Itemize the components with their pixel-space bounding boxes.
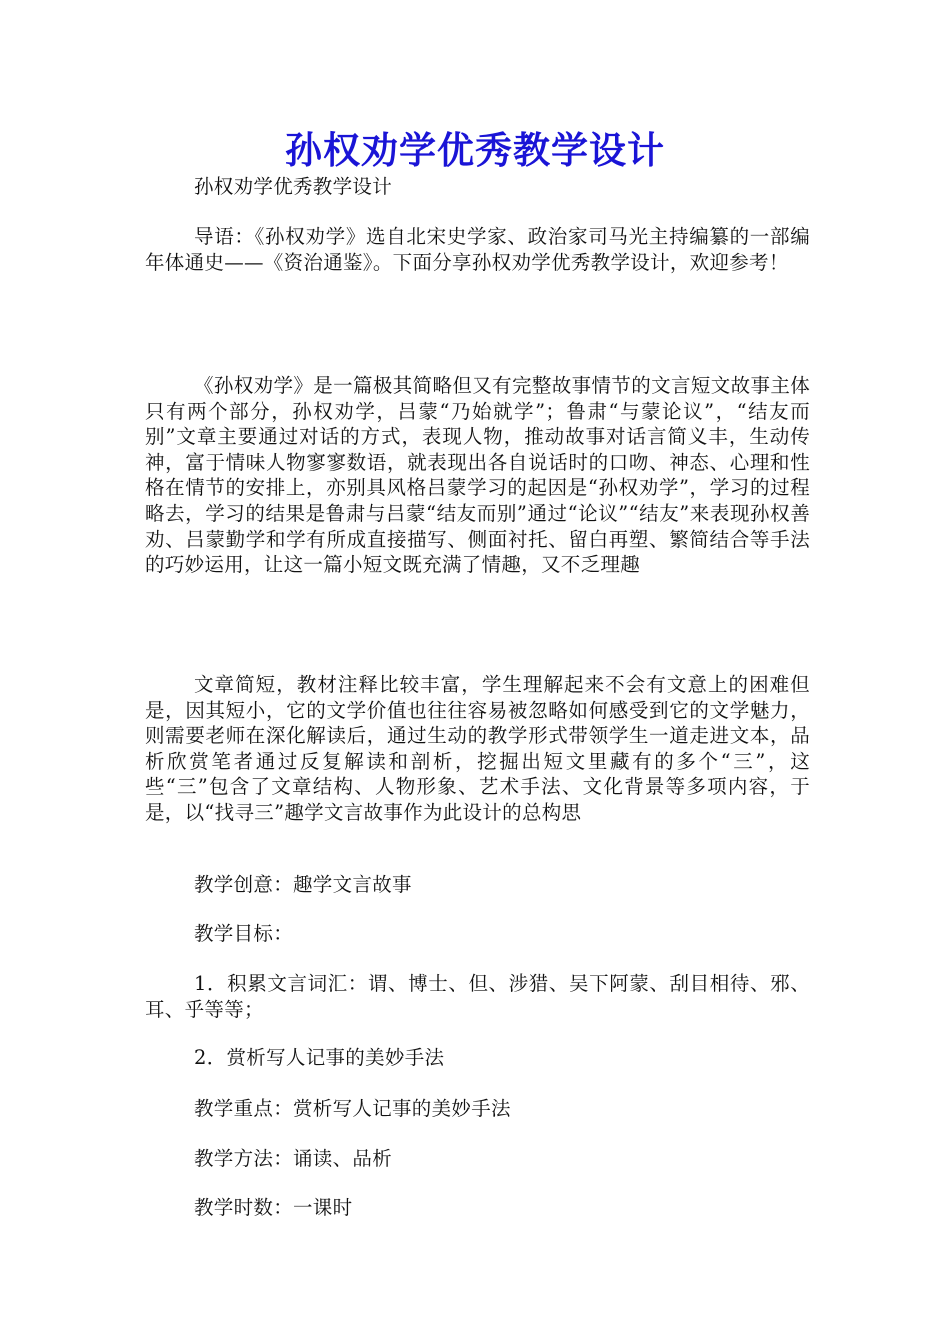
body-paragraph-1: 《孙权劝学》是一篇极其简略但又有完整故事情节的文言短文故事主体只有两个部分，孙权劝学，吕蒙“乃始就学”；鲁肃“与蒙论议”，“结友而别”文章主要通过对话的方式，表现人物，推动故事对话言简义丰，生动传神，富于情味人物寥寥数语，就表现出各自说话时的口吻、神态、心理和性格在情节的安排上，亦别具风格吕蒙学习的起因是“孙权劝学”，学习的过程略去，学习的结果是鲁肃与吕蒙“结友而别”通过“论议”“结友”来表现孙权善劝、吕蒙勤学和学有所成直接描写、侧面衬托、留白再塑、繁简结合等手法的巧妙运用，让这一篇小短文既充满了情趣，又不乏理趣 [145, 374, 810, 577]
teaching-hours: 教学时数：一课时 [194, 1196, 353, 1219]
teaching-method: 教学方法：诵读、品析 [194, 1147, 393, 1170]
intro-paragraph: 导语：《孙权劝学》选自北宋史学家、政治家司马光主持编纂的一部编年体通史——《资治通鉴》。下面分享孙权劝学优秀教学设计，欢迎参考！ [145, 225, 810, 274]
teaching-goal-1: 1．积累文言词汇：谓、博士、但、涉猎、吴下阿蒙、刮目相待、邪、耳、乎等等； [145, 972, 810, 1021]
teaching-goals-label: 教学目标： [194, 922, 294, 945]
document-title: 孙权劝学优秀教学设计 [285, 128, 665, 172]
teaching-creative: 教学创意：趣学文言故事 [194, 873, 412, 896]
teaching-focus: 教学重点：赏析写人记事的美妙手法 [194, 1097, 511, 1120]
document-subtitle: 孙权劝学优秀教学设计 [194, 175, 393, 198]
teaching-goal-2: 2．赏析写人记事的美妙手法 [194, 1046, 445, 1069]
body-paragraph-2: 文章简短，教材注释比较丰富，学生理解起来不会有文意上的困难但是，因其短小，它的文学价值也往往容易被忽略如何感受到它的文学魅力，则需要老师在深化解读后，通过生动的教学形式带领学生一道走进文本，品析欣赏笔者通过反复解读和剖析，挖掘出短文里藏有的多个“三”，这些“三”包含了文章结构、人物形象、艺术手法、文化背景等多项内容，于是，以“找寻三”趣学文言故事作为此设计的总构思 [145, 673, 810, 824]
